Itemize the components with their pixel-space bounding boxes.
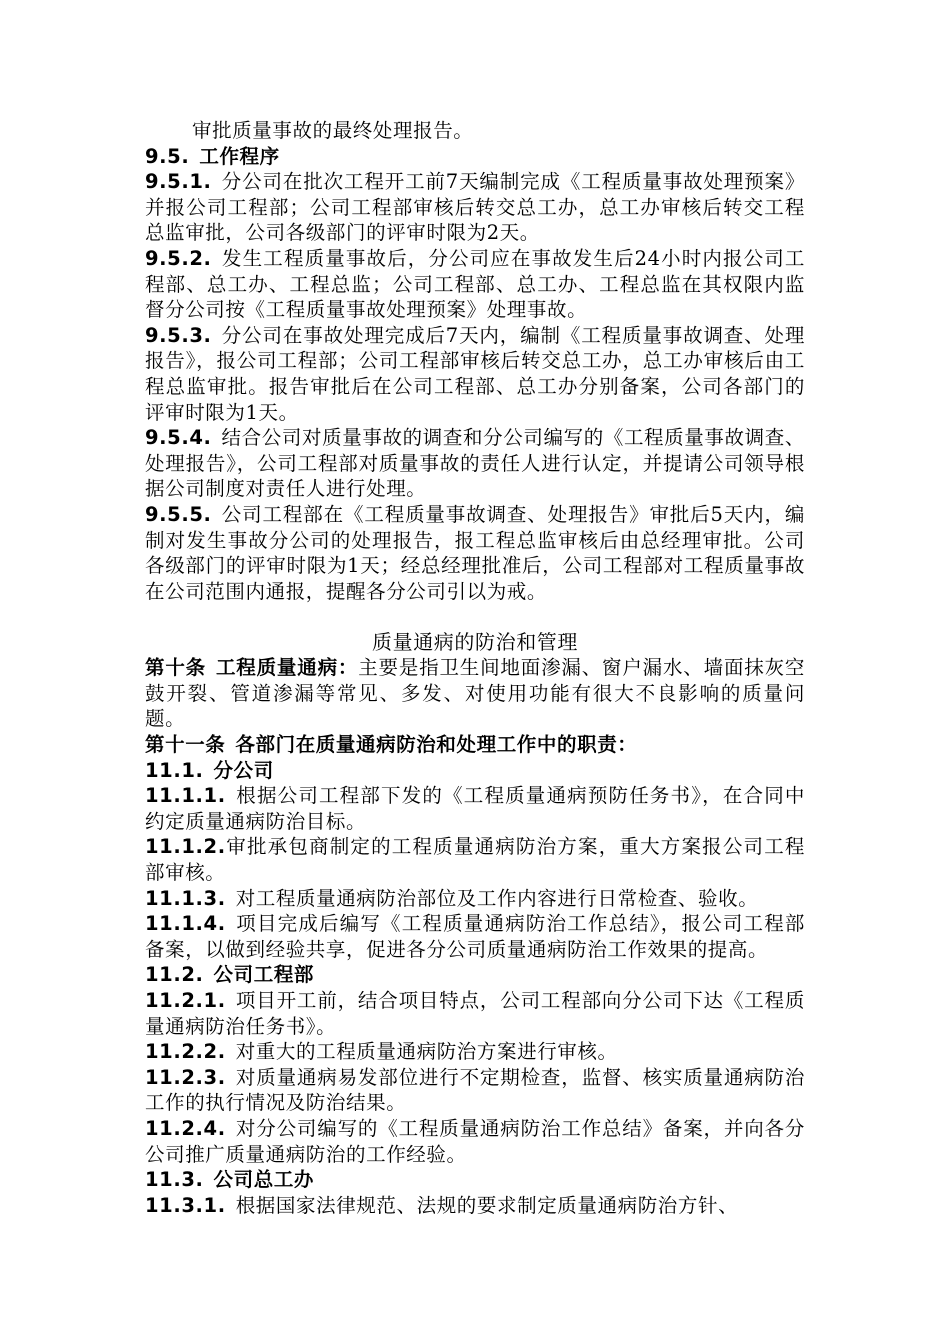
- section-heading-11-3: 11.3. 公司总工办: [145, 1168, 315, 1192]
- clause-11-3-1: 11.3.1. 根据国家法律规范、法规的要求制定质量通病防治方针、: [145, 1193, 739, 1217]
- clause-11-1-1: 11.1.1. 根据公司工程部下发的《工程质量通病预防任务书》，在合同中约定质量通病防治目标。: [145, 784, 805, 833]
- clause-9-5-5: 9.5.5. 公司工程部在《工程质量事故调查、处理报告》审批后5天内，编制对发生事故分公司的处理报告，报工程总监审核后由总经理审批。公司各级部门的评审时限为1天；经总经理批准后，公司工程部对工程质量事故在公司范围内通报，提醒各分公司引以为戒。: [145, 502, 805, 603]
- article-10: 第十条 工程质量通病：主要是指卫生间地面渗漏、窗户漏水、墙面抹灰空鼓开裂、管道渗漏等常见、多发、对使用功能有很大不良影响的质量问题。: [145, 656, 805, 731]
- article-11-heading: 第十一条 各部门在质量通病防治和处理工作中的职责：: [145, 733, 638, 757]
- clause-9-5-1: 9.5.1. 分公司在批次工程开工前7天编制完成《工程质量事故处理预案》并报公司工程部；公司工程部审核后转交总工办，总工办审核后转交工程总监审批，公司各级部门的评审时限为2天。: [145, 170, 805, 245]
- clause-9-5-2: 9.5.2. 发生工程质量事故后，分公司应在事故发生后24小时内报公司工程部、总工办、工程总监；公司工程部、总工办、工程总监在其权限内监督分公司按《工程质量事故处理预案》处理事故。: [145, 246, 805, 322]
- clause-11-1-2: 11.1.2.审批承包商制定的工程质量通病防治方案，重大方案报公司工程部审核。: [145, 835, 805, 885]
- section-heading-9-5: 9.5. 工作程序: [145, 144, 280, 168]
- clause-11-2-4: 11.2.4. 对分公司编写的《工程质量通病防治工作总结》备案，并向各分公司推广质量通病防治的工作经验。: [145, 1116, 805, 1166]
- paragraph-continuation: 审批质量事故的最终处理报告。: [192, 119, 474, 142]
- clause-9-5-4: 9.5.4. 结合公司对质量事故的调查和分公司编写的《工程质量事故调查、处理报告》，公司工程部对质量事故的责任人进行认定，并提请公司领导根据公司制度对责任人进行处理。: [145, 426, 805, 501]
- document-page: [145, 118, 805, 1218]
- clause-9-5-3: 9.5.3. 分公司在事故处理完成后7天内，编制《工程质量事故调查、处理报告》，报公司工程部；公司工程部审核后转交总工办，总工办审核后由工程总监审批。报告审批后在公司工程部、总工办分别备案，公司各部门的评审时限为1天。: [145, 323, 805, 424]
- chapter-title: 质量通病的防治和管理: [372, 630, 578, 655]
- section-heading-11-1: 11.1. 分公司: [145, 758, 274, 782]
- section-heading-11-2: 11.2. 公司工程部: [145, 963, 315, 987]
- clause-11-2-3: 11.2.3. 对质量通病易发部位进行不定期检查，监督、核实质量通病防治工作的执行情况及防治结果。: [145, 1065, 805, 1115]
- clause-11-2-2: 11.2.2. 对重大的工程质量通病防治方案进行审核。: [145, 1040, 618, 1064]
- clause-11-1-3: 11.1.3. 对工程质量通病防治部位及工作内容进行日常检查、验收。: [145, 886, 759, 910]
- clause-11-2-1: 11.2.1. 项目开工前，结合项目特点，公司工程部向分公司下达《工程质量通病防治任务书》。: [145, 989, 805, 1038]
- clause-11-1-4: 11.1.4. 项目完成后编写《工程质量通病防治工作总结》，报公司工程部备案，以做到经验共享，促进各分公司质量通病防治工作效果的提高。: [145, 912, 805, 961]
